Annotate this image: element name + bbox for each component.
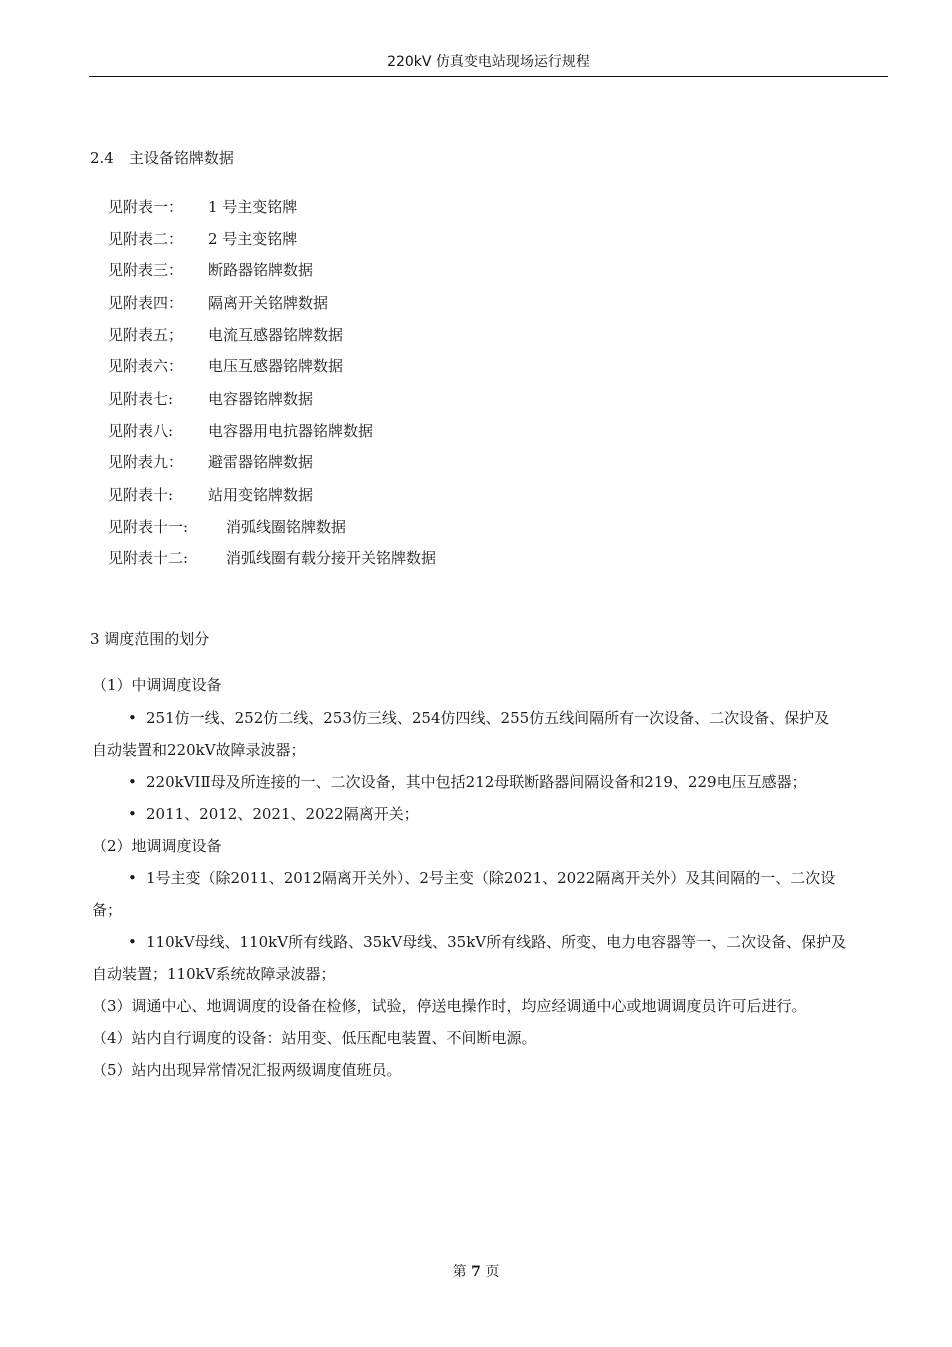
item2-bullet2-line1 [128,931,846,953]
appendix-label: 见附表十: [108,486,174,504]
bullet-icon: • [128,805,137,823]
item2-bullet2-line2: 自动装置；110kV系统故障录波器； [92,965,336,983]
appendix-title: 断路器铭牌数据 [208,261,314,279]
appendix-label: 见附表七: [108,390,174,408]
item2-bullet1-line1 [128,867,835,889]
bullet-text: 110kV母线、110kV所有线路、35kV母线、35kV所有线路、所变、电力电容器等一、二次设备、保护及 [146,933,847,951]
appendix-label: 见附表八: [108,422,174,440]
appendix-title: 电流互感器铭牌数据 [208,326,344,344]
appendix-label: 见附表十二: [108,549,189,567]
appendix-label: 见附表十一: [108,518,189,536]
section-heading-2-4: 2.4 主设备铭牌数据 [90,149,234,167]
page-header: 220kV 仿真变电站现场运行规程 [387,54,590,70]
appendix-label: 见附表六： [108,357,184,375]
section-heading-3: 3 调度范围的划分 [90,630,210,648]
item2-heading: （2）地调调度设备 [92,837,222,855]
appendix-title: 电容器铭牌数据 [208,390,314,408]
item1-heading: （1）中调调度设备 [92,676,222,694]
appendix-title: 电容器用电抗器铭牌数据 [208,422,374,440]
appendix-title: 电压互感器铭牌数据 [208,357,344,375]
item5-text: （5）站内出现异常情况汇报两级调度值班员。 [92,1061,402,1079]
bullet-icon: • [128,933,137,951]
appendix-title: 1 号主变铭牌 [208,198,298,216]
appendix-title: 消弧线圈有载分接开关铭牌数据 [226,549,437,567]
item4-text: （4）站内自行调度的设备：站用变、低压配电装置、不间断电源。 [92,1029,537,1047]
item1-bullet1-line1 [128,707,829,729]
bullet-icon: • [128,773,137,791]
bullet-text: 2011、2012、2021、2022隔离开关； [146,805,419,823]
item2-bullet1-line2: 备； [92,901,123,919]
bullet-text: 251仿一线、252仿二线、253仿三线、254仿四线、255仿五线间隔所有一次设备、二次设备、保护及 [146,709,830,727]
appendix-title: 避雷器铭牌数据 [208,453,314,471]
appendix-label: 见附表三： [108,261,184,279]
item1-bullet1-line2: 自动装置和220kV故障录波器； [92,741,306,759]
appendix-label: 见附表五； [108,326,184,344]
appendix-label: 见附表四： [108,294,184,312]
bullet-icon: • [128,869,137,887]
appendix-title: 2 号主变铭牌 [208,230,298,248]
page-number: 7 [471,1264,481,1280]
item3-text: （3）调通中心、地调调度的设备在检修，试验，停送电操作时，均应经调通中心或地调调度员许可后进行。 [92,997,807,1015]
bullet-text: 220kVⅠⅡ母及所连接的一、二次设备，其中包括212母联断路器间隔设备和219、229电压互感器； [146,773,807,791]
appendix-title: 隔离开关铭牌数据 [208,294,329,312]
appendix-title: 消弧线圈铭牌数据 [226,518,347,536]
appendix-label: 见附表二： [108,230,184,248]
item1-bullet2 [128,771,807,793]
footer-prefix: 第 [452,1264,467,1280]
header-divider [89,76,888,77]
appendix-label: 见附表九： [108,453,184,471]
footer-suffix: 页 [485,1264,500,1280]
bullet-icon: • [128,709,137,727]
appendix-label: 见附表一： [108,198,184,216]
item1-bullet3 [128,803,419,825]
bullet-text: 1号主变（除2011、2012隔离开关外）、2号主变（除2021、2022隔离开关外）及其间隔的一、二次设 [146,869,836,887]
page-footer [0,1262,952,1282]
appendix-title: 站用变铭牌数据 [208,486,314,504]
